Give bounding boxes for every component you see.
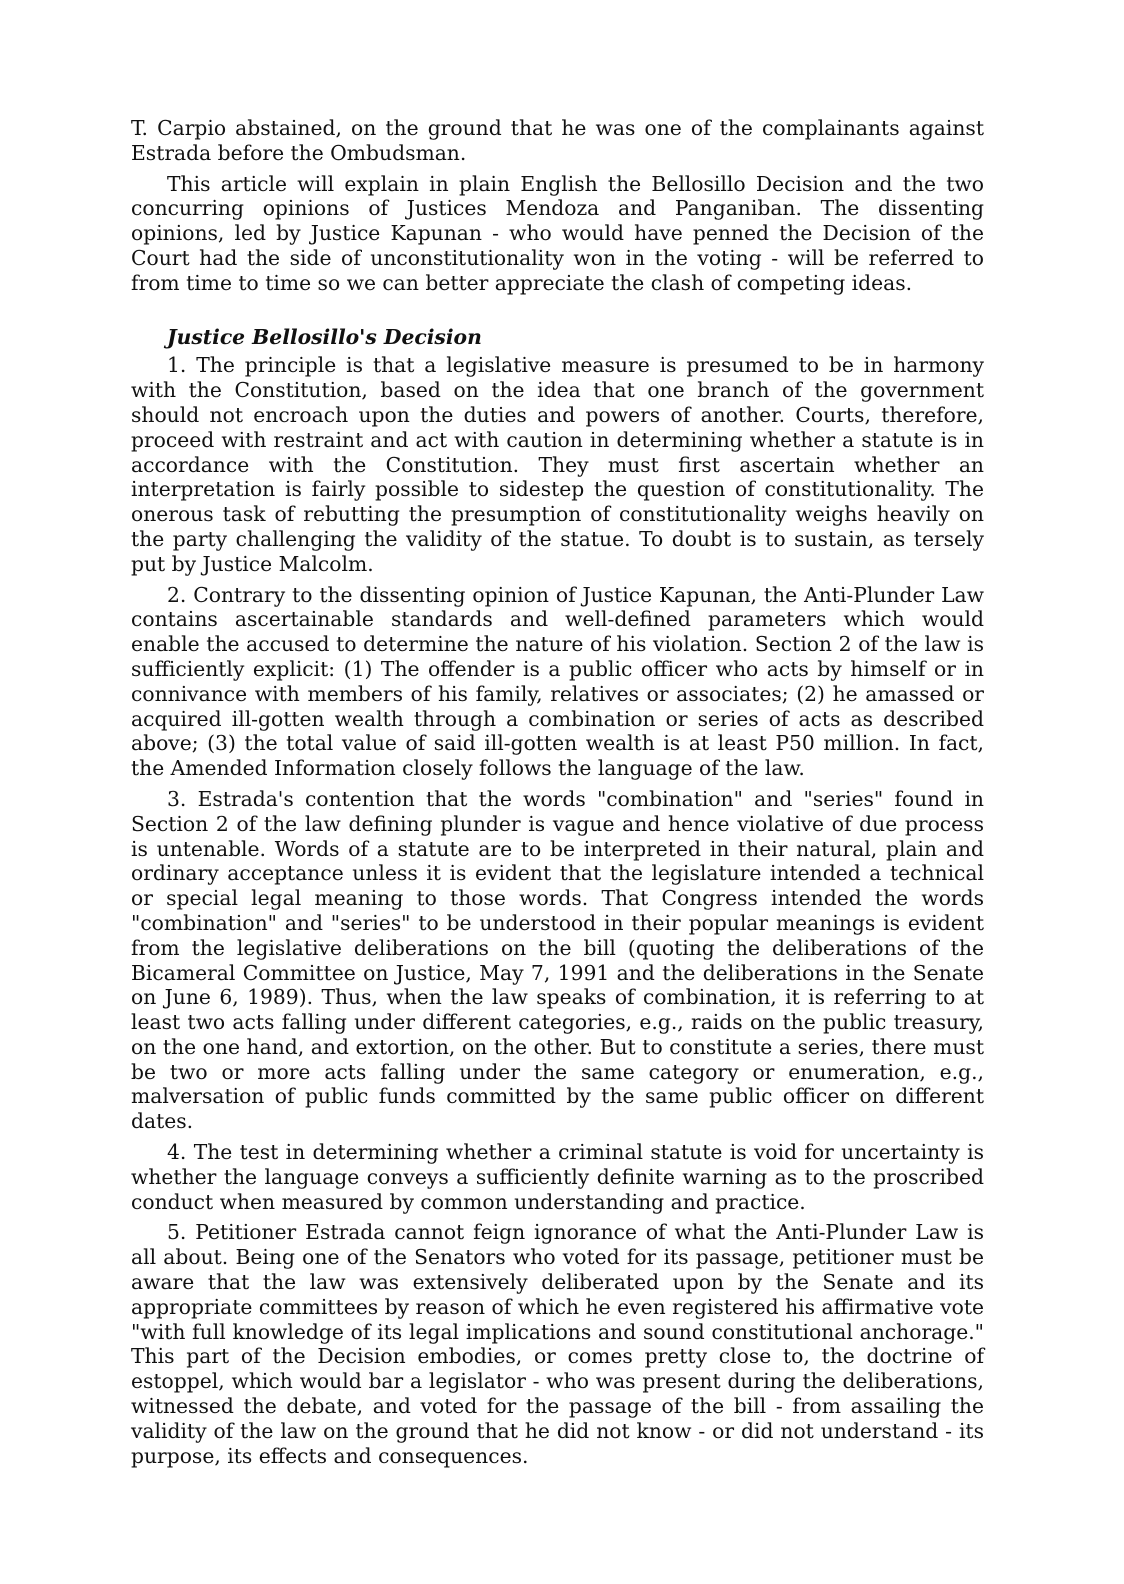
- section-heading: Justice Bellosillo's Decision: [167, 324, 482, 349]
- point-1-paragraph: 1. The principle is that a legislative measure is presumed to be in harmony with the Constitution, based on the idea that one branch of the government should not encroach upon the duties and powers of another. Courts, therefore, proceed with restraint and act with caution in determining whether a statute is in accordance with the Constitution. They must first ascertain whether an interpretation is fairly possible to sidestep the question of constitutionality. The onerous task of rebutting the presumption of constitutionality weighs heavily on the party challenging the validity of the statue. To doubt is to sustain, as tersely put by Justice Malcolm.: [131, 353, 984, 576]
- paragraph-article-intro: This article will explain in plain English the Bellosillo Decision and the two concurring opinions of Justices Mendoza and Panganiban. The dissenting opinions, led by Justice Kapunan - who would have penned the Decision of the Court had the side of unconstitutionality won in the voting - will be referred to from time to time so we can better appreciate the clash of competing ideas.: [131, 171, 984, 295]
- paragraph-carpio-abstained: T. Carpio abstained, on the ground that he was one of the complainants against Estrada before the Ombudsman.: [131, 116, 984, 165]
- point-3-paragraph: 3. Estrada's contention that the words "combination" and "series" found in Section 2 of the law defining plunder is vague and hence violative of due process is untenable. Words of a statute are to be interpreted in their natural, plain and ordinary acceptance unless it is evident that the legislature intended a technical or special legal meaning to those words. That Congress intended the words "combination" and "series" to be understood in their popular meanings is evident from the legislative deliberations on the bill (quoting the deliberations of the Bicameral Committee on Justice, May 7, 1991 and the deliberations in the Senate on June 6, 1989). Thus, when the law speaks of combination, it is referring to at least two acts falling under different categories, e.g., raids on the public treasury, on the one hand, and extortion, on the other. But to constitute a series, there must be two or more acts falling under the same category or enumeration, e.g., malversation of public funds committed by the same public officer on different dates.: [131, 786, 984, 1134]
- point-2-paragraph: 2. Contrary to the dissenting opinion of Justice Kapunan, the Anti-Plunder Law contains ascertainable standards and well-defined parameters which would enable the accused to determine the nature of his violation. Section 2 of the law is sufficiently explicit: (1) The offender is a public officer who acts by himself or in connivance with members of his family, relatives or associates; (2) he amassed or acquired ill-gotten wealth through a combination or series of acts as described above; (3) the total value of said ill-gotten wealth is at least P50 million. In fact, the Amended Information closely follows the language of the law.: [131, 582, 984, 781]
- point-4-paragraph: 4. The test in determining whether a criminal statute is void for uncertainty is whether the language conveys a sufficiently definite warning as to the proscribed conduct when measured by common understanding and practice.: [131, 1140, 984, 1214]
- document-page: [131, 116, 984, 1468]
- point-5-paragraph: 5. Petitioner Estrada cannot feign ignorance of what the Anti-Plunder Law is all about. Being one of the Senators who voted for its passage, petitioner must be aware that the law was extensively deliberated upon by the Senate and its appropriate committees by reason of which he even registered his affirmative vote "with full knowledge of its legal implications and sound constitutional anchorage." This part of the Decision embodies, or comes pretty close to, the doctrine of estoppel, which would bar a legislator - who was present during the deliberations, witnessed the debate, and voted for the passage of the bill - from assailing the validity of the law on the ground that he did not know - or did not understand - its purpose, its effects and consequences.: [131, 1220, 984, 1468]
